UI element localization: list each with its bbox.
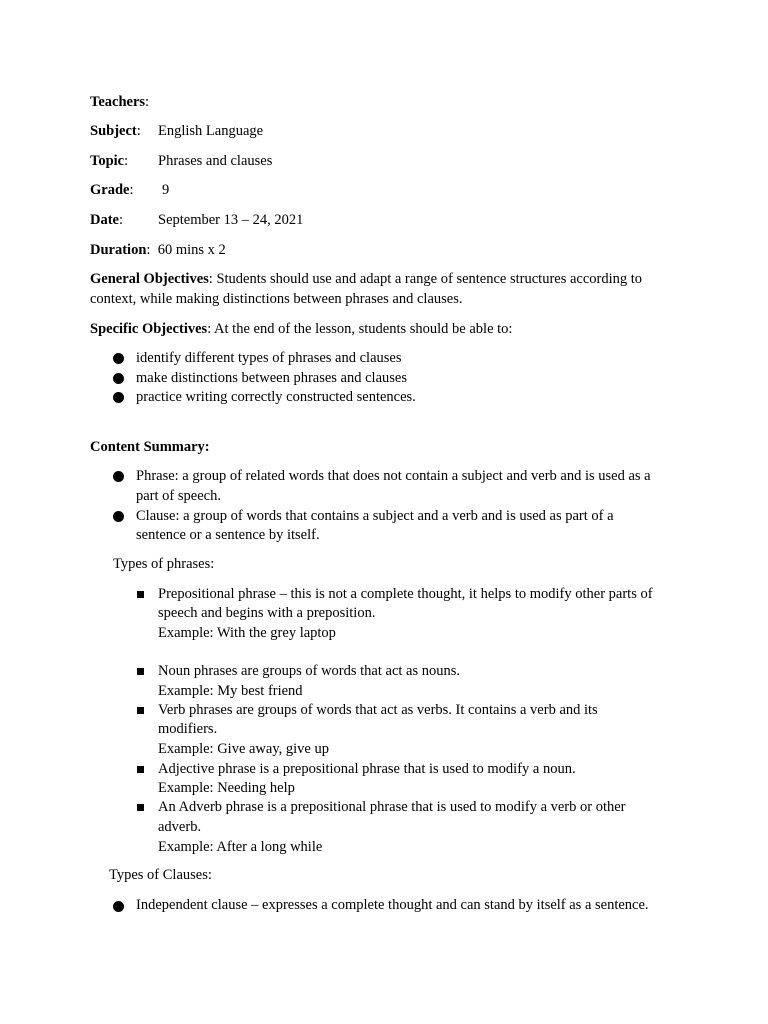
duration-value: 60 mins x 2 <box>157 242 226 258</box>
adverb-phrase-line1: An Adverb phrase is a prepositional phrase that is used to modify a verb or other <box>158 799 626 815</box>
date-field: Date: <box>90 212 124 228</box>
adjective-phrase-line1: Adjective phrase is a prepositional phrase that is used to modify a noun. <box>158 761 576 777</box>
grade-value: 9 <box>162 182 170 198</box>
adjective-phrase-example: Example: Needing help <box>158 780 295 796</box>
bullet-icon <box>113 471 124 482</box>
date-value: September 13 – 24, 2021 <box>158 212 304 228</box>
specific-objectives <box>90 320 512 340</box>
topic-value: Phrases and clauses <box>158 153 273 169</box>
subject-label: Subject <box>90 123 137 139</box>
clause-definition-line1: Clause: a group of words that contains a subject and a verb and is used as part of a <box>136 508 614 524</box>
general-objectives-line2: context, while making distinctions between phrases and clauses. <box>90 291 463 307</box>
topic-field: Topic: <box>90 153 129 169</box>
specific-objectives-text: : At the end of the lesson, students should be able to: <box>207 321 513 337</box>
bullet-icon <box>113 353 124 364</box>
prepositional-phrase-line2: speech and begins with a preposition. <box>158 605 376 621</box>
general-objectives-line1 <box>90 270 642 290</box>
grade-label: Grade <box>90 182 130 198</box>
phrase-definition-line2: part of speech. <box>136 488 221 504</box>
general-objectives-text: : Students should use and adapt a range of sentence structures according to <box>208 271 643 287</box>
duration-label: Duration <box>90 242 147 258</box>
square-bullet-icon <box>137 707 144 714</box>
date-label: Date <box>90 212 119 228</box>
teachers-label: Teachers <box>90 94 146 110</box>
objective-item: identify different types of phrases and clauses <box>136 350 402 366</box>
noun-phrase-example: Example: My best friend <box>158 683 303 699</box>
objective-item: make distinctions between phrases and clauses <box>136 370 407 386</box>
verb-phrase-line2: modifiers. <box>158 721 218 737</box>
teachers-field: Teachers: <box>90 94 150 110</box>
subject-field: Subject: <box>90 123 141 139</box>
objective-item: practice writing correctly constructed sentences. <box>136 389 416 405</box>
prepositional-phrase-line1: Prepositional phrase – this is not a complete thought, it helps to modify other parts of <box>158 586 653 602</box>
noun-phrase-line1: Noun phrases are groups of words that act as nouns. <box>158 663 461 679</box>
bullet-icon <box>113 511 124 522</box>
square-bullet-icon <box>137 591 144 598</box>
verb-phrase-example: Example: Give away, give up <box>158 741 329 757</box>
bullet-icon <box>113 373 124 384</box>
content-summary-label: Content Summary: <box>90 439 210 455</box>
clause-definition-line2: sentence or a sentence by itself. <box>136 527 320 543</box>
square-bullet-icon <box>137 804 144 811</box>
prepositional-phrase-example: Example: With the grey laptop <box>158 625 336 641</box>
bullet-icon <box>113 392 124 403</box>
general-objectives-label: General Objectives <box>90 271 209 287</box>
types-of-clauses-heading: Types of Clauses: <box>109 867 212 883</box>
phrase-definition-line1: Phrase: a group of related words that does not contain a subject and verb and is used as a <box>136 468 651 484</box>
bullet-icon <box>113 901 124 912</box>
independent-clause-item: Independent clause – expresses a complete thought and can stand by itself as a sentence. <box>136 897 649 913</box>
specific-objectives-label: Specific Objectives <box>90 321 208 337</box>
duration-field: Duration: 60 mins x 2 <box>90 242 226 258</box>
content-summary-heading <box>90 438 210 458</box>
grade-field: Grade: <box>90 182 134 198</box>
topic-label: Topic <box>90 153 125 169</box>
adverb-phrase-example: Example: After a long while <box>158 839 323 855</box>
square-bullet-icon <box>137 668 144 675</box>
verb-phrase-line1: Verb phrases are groups of words that act as verbs. It contains a verb and its <box>158 702 598 718</box>
square-bullet-icon <box>137 766 144 773</box>
subject-value: English Language <box>158 123 264 139</box>
types-of-phrases-heading: Types of phrases: <box>113 556 215 572</box>
adverb-phrase-line2: adverb. <box>158 819 202 835</box>
